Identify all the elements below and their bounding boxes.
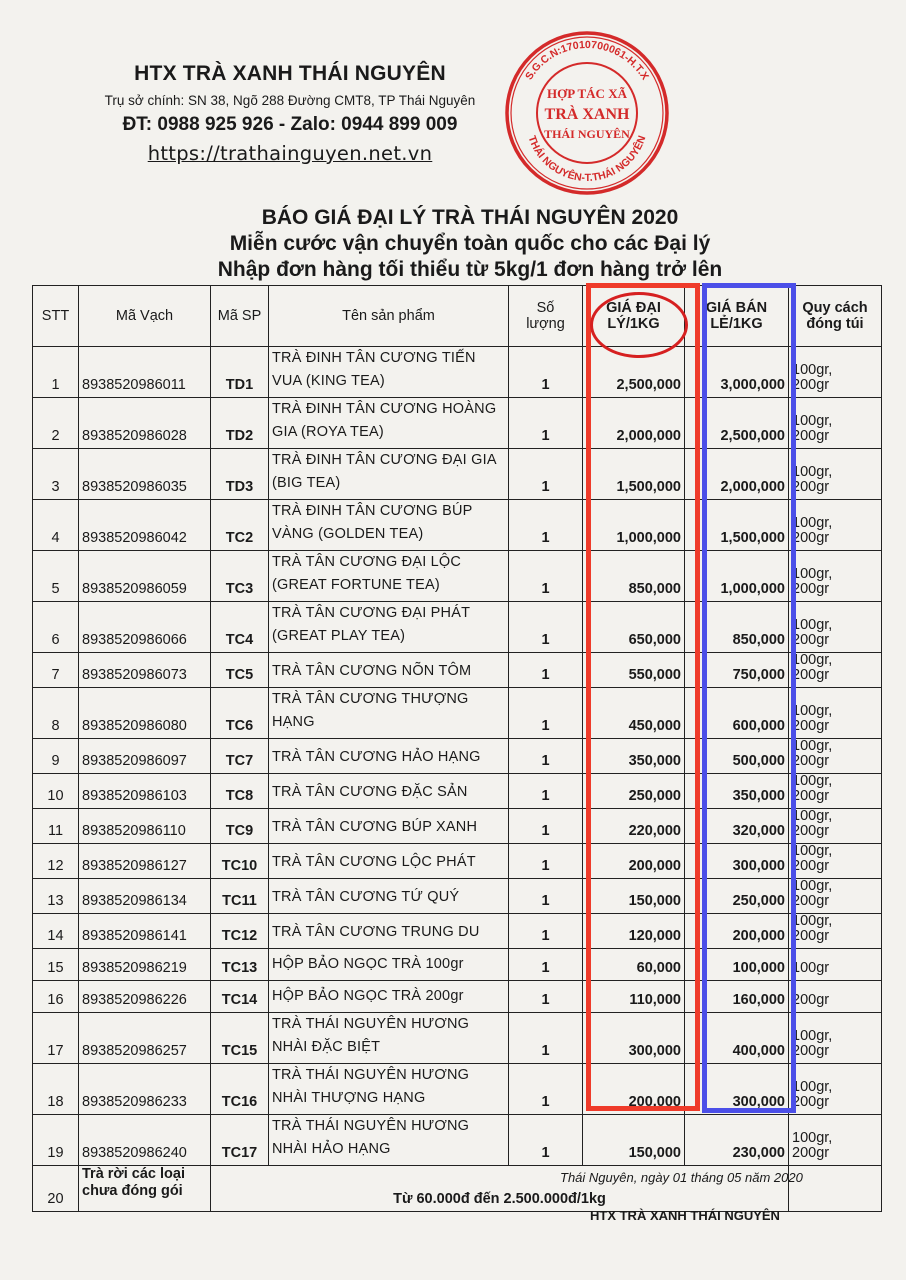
row-barcode: 8938520986097 xyxy=(79,739,211,774)
row-code: TC15 xyxy=(211,1013,269,1064)
row-name: TRÀ TÂN CƯƠNG ĐẶC SẢN xyxy=(269,774,509,809)
row-barcode: 8938520986066 xyxy=(79,602,211,653)
row-stt: 16 xyxy=(33,981,79,1013)
row-retail-price: 850,000 xyxy=(685,602,789,653)
row-code: TC17 xyxy=(211,1115,269,1166)
row-barcode: 8938520986059 xyxy=(79,551,211,602)
row-retail-price: 200,000 xyxy=(685,914,789,949)
row-stt: 17 xyxy=(33,1013,79,1064)
row-stt: 3 xyxy=(33,449,79,500)
row-agent-price: 350,000 xyxy=(583,739,685,774)
row-qty: 1 xyxy=(509,739,583,774)
row-name: HỘP BẢO NGỌC TRÀ 100gr xyxy=(269,949,509,981)
row-agent-price: 850,000 xyxy=(583,551,685,602)
row-agent-price: 450,000 xyxy=(583,688,685,739)
row-retail-price: 500,000 xyxy=(685,739,789,774)
row-packaging: 100gr xyxy=(789,949,882,981)
row-retail-price: 100,000 xyxy=(685,949,789,981)
row-name: TRÀ TÂN CƯƠNG NÕN TÔM xyxy=(269,653,509,688)
row-packaging: 100gr, 200gr xyxy=(789,879,882,914)
row-code: TD1 xyxy=(211,347,269,398)
row-agent-price: 250,000 xyxy=(583,774,685,809)
row-agent-price: 2,500,000 xyxy=(583,347,685,398)
row-packaging: 100gr, 200gr xyxy=(789,551,882,602)
row-stt: 11 xyxy=(33,809,79,844)
row-retail-price: 350,000 xyxy=(685,774,789,809)
row-packaging: 100gr, 200gr xyxy=(789,500,882,551)
row-name: TRÀ THÁI NGUYÊN HƯƠNG NHÀI THƯỢNG HẠNG xyxy=(269,1064,509,1115)
row-barcode: 8938520986042 xyxy=(79,500,211,551)
row-qty: 1 xyxy=(509,981,583,1013)
document-note: Nhập đơn hàng tối thiểu từ 5kg/1 đơn hàng trở lên xyxy=(217,258,723,281)
row-qty: 1 xyxy=(509,602,583,653)
row-retail-price: 300,000 xyxy=(685,1064,789,1115)
bulk-description: Trà rời các loại chưa đóng gói xyxy=(79,1166,211,1212)
row-stt: 8 xyxy=(33,688,79,739)
row-name: TRÀ TÂN CƯƠNG BÚP XANH xyxy=(269,809,509,844)
row-stt: 19 xyxy=(33,1115,79,1166)
row-qty: 1 xyxy=(509,551,583,602)
svg-text:THÁI NGUYÊN-T.THÁI NGUYÊN: THÁI NGUYÊN-T.THÁI NGUYÊN xyxy=(525,134,649,184)
row-qty: 1 xyxy=(509,688,583,739)
row-packaging: 200gr xyxy=(789,981,882,1013)
row-barcode: 8938520986028 xyxy=(79,398,211,449)
row-retail-price: 2,500,000 xyxy=(685,398,789,449)
row-name: TRÀ TÂN CƯƠNG LỘC PHÁT xyxy=(269,844,509,879)
row-barcode: 8938520986073 xyxy=(79,653,211,688)
row-name: TRÀ TÂN CƯƠNG HẢO HẠNG xyxy=(269,739,509,774)
row-stt: 14 xyxy=(33,914,79,949)
row-stt: 12 xyxy=(33,844,79,879)
row-packaging: 100gr, 200gr xyxy=(789,844,882,879)
row-agent-price: 120,000 xyxy=(583,914,685,949)
row-stt: 10 xyxy=(33,774,79,809)
row-qty: 1 xyxy=(509,949,583,981)
row-retail-price: 3,000,000 xyxy=(685,347,789,398)
row-qty: 1 xyxy=(509,398,583,449)
row-code: TC13 xyxy=(211,949,269,981)
row-name: TRÀ ĐINH TÂN CƯƠNG TIẾN VUA (KING TEA) xyxy=(269,347,509,398)
row-packaging: 100gr, 200gr xyxy=(789,688,882,739)
row-name: TRÀ TÂN CƯƠNG TỨ QUÝ xyxy=(269,879,509,914)
header-agent-price: GIÁ ĐẠI LÝ/1KG xyxy=(583,286,685,347)
row-name: TRÀ THÁI NGUYÊN HƯƠNG NHÀI ĐẶC BIỆT xyxy=(269,1013,509,1064)
row-qty: 1 xyxy=(509,1115,583,1166)
document-titles xyxy=(120,206,820,282)
company-name: HTX TRÀ XANH THÁI NGUYÊN xyxy=(134,62,446,85)
row-barcode: 8938520986233 xyxy=(79,1064,211,1115)
row-agent-price: 300,000 xyxy=(583,1013,685,1064)
row-retail-price: 300,000 xyxy=(685,844,789,879)
row-barcode: 8938520986240 xyxy=(79,1115,211,1166)
row-code: TD3 xyxy=(211,449,269,500)
retail-price-highlight-box xyxy=(702,283,796,1113)
row-code: TC8 xyxy=(211,774,269,809)
company-seal-stamp xyxy=(502,28,672,198)
row-agent-price: 200,000 xyxy=(583,844,685,879)
row-code: TC12 xyxy=(211,914,269,949)
row-packaging: 100gr, 200gr xyxy=(789,398,882,449)
row-qty: 1 xyxy=(509,347,583,398)
row-qty: 1 xyxy=(509,500,583,551)
row-code: TC2 xyxy=(211,500,269,551)
row-qty: 1 xyxy=(509,653,583,688)
row-retail-price: 1,500,000 xyxy=(685,500,789,551)
row-name: TRÀ TÂN CƯƠNG TRUNG DU xyxy=(269,914,509,949)
svg-text:THÁI NGUYÊN: THÁI NGUYÊN xyxy=(544,127,630,141)
row-stt: 13 xyxy=(33,879,79,914)
row-qty: 1 xyxy=(509,809,583,844)
row-barcode: 8938520986257 xyxy=(79,1013,211,1064)
row-qty: 1 xyxy=(509,879,583,914)
row-retail-price: 600,000 xyxy=(685,688,789,739)
row-agent-price: 550,000 xyxy=(583,653,685,688)
bulk-price-note: Từ 60.000đ đến 2.500.000đ/1kg xyxy=(211,1166,789,1212)
row-retail-price: 250,000 xyxy=(685,879,789,914)
row-qty: 1 xyxy=(509,1064,583,1115)
row-stt: 5 xyxy=(33,551,79,602)
row-agent-price: 220,000 xyxy=(583,809,685,844)
row-packaging: 100gr, 200gr xyxy=(789,1115,882,1166)
header-code: Mã SP xyxy=(211,286,269,347)
row-barcode: 8938520986080 xyxy=(79,688,211,739)
row-packaging: 100gr, 200gr xyxy=(789,809,882,844)
row-qty: 1 xyxy=(509,914,583,949)
row-stt: 4 xyxy=(33,500,79,551)
row-agent-price: 60,000 xyxy=(583,949,685,981)
row-barcode: 8938520986035 xyxy=(79,449,211,500)
row-agent-price: 150,000 xyxy=(583,1115,685,1166)
header-retail-price: GIÁ BÁN LẺ/1KG xyxy=(685,286,789,347)
row-stt: 1 xyxy=(33,347,79,398)
row-stt: 2 xyxy=(33,398,79,449)
header-packaging: Quy cách đóng túi xyxy=(789,286,882,347)
row-retail-price: 750,000 xyxy=(685,653,789,688)
row-retail-price: 2,000,000 xyxy=(685,449,789,500)
row-name: TRÀ ĐINH TÂN CƯƠNG ĐẠI GIA (BIG TEA) xyxy=(269,449,509,500)
row-qty: 1 xyxy=(509,774,583,809)
row-qty: 1 xyxy=(509,449,583,500)
header-name: Tên sản phẩm xyxy=(269,286,509,347)
header-stt: STT xyxy=(33,286,79,347)
agent-price-header-circle xyxy=(590,292,688,358)
svg-text:TRÀ XANH: TRÀ XANH xyxy=(544,106,630,123)
table-row xyxy=(33,1115,882,1166)
row-name: TRÀ ĐINH TÂN CƯƠNG BÚP VÀNG (GOLDEN TEA) xyxy=(269,500,509,551)
row-barcode: 8938520986110 xyxy=(79,809,211,844)
row-name: TRÀ TÂN CƯƠNG ĐẠI LỘC (GREAT FORTUNE TEA) xyxy=(269,551,509,602)
row-qty: 1 xyxy=(509,844,583,879)
document-subtitle: Miễn cước vận chuyển toàn quốc cho các Đại lý xyxy=(229,232,711,255)
row-packaging: 100gr, 200gr xyxy=(789,347,882,398)
row-packaging: 100gr, 200gr xyxy=(789,602,882,653)
row-code: TC4 xyxy=(211,602,269,653)
row-code: TC5 xyxy=(211,653,269,688)
row-stt: 15 xyxy=(33,949,79,981)
row-name: TRÀ TÂN CƯƠNG ĐẠI PHÁT (GREAT PLAY TEA) xyxy=(269,602,509,653)
row-code: TC6 xyxy=(211,688,269,739)
header-barcode: Mã Vạch xyxy=(79,286,211,347)
row-code: TC9 xyxy=(211,809,269,844)
row-retail-price: 160,000 xyxy=(685,981,789,1013)
row-agent-price: 2,000,000 xyxy=(583,398,685,449)
row-barcode: 8938520986226 xyxy=(79,981,211,1013)
row-stt: 20 xyxy=(33,1166,79,1212)
svg-text:HỢP TÁC XÃ: HỢP TÁC XÃ xyxy=(547,86,627,101)
row-stt: 18 xyxy=(33,1064,79,1115)
row-packaging: 100gr, 200gr xyxy=(789,914,882,949)
company-address: Trụ sở chính: SN 38, Ngõ 288 Đường CMT8, TP Thái Nguyên xyxy=(104,93,476,108)
row-code: TC16 xyxy=(211,1064,269,1115)
row-packaging: 100gr, 200gr xyxy=(789,449,882,500)
header-qty: Số lượng xyxy=(509,286,583,347)
row-code: TC7 xyxy=(211,739,269,774)
row-agent-price: 200,000 xyxy=(583,1064,685,1115)
row-agent-price: 150,000 xyxy=(583,879,685,914)
row-barcode: 8938520986011 xyxy=(79,347,211,398)
row-barcode: 8938520986127 xyxy=(79,844,211,879)
row-packaging: 100gr, 200gr xyxy=(789,653,882,688)
row-stt: 9 xyxy=(33,739,79,774)
row-barcode: 8938520986219 xyxy=(79,949,211,981)
row-name: TRÀ TÂN CƯƠNG THƯỢNG HẠNG xyxy=(269,688,509,739)
row-agent-price: 1,500,000 xyxy=(583,449,685,500)
row-agent-price: 650,000 xyxy=(583,602,685,653)
row-name: HỘP BẢO NGỌC TRÀ 200gr xyxy=(269,981,509,1013)
row-code: TC3 xyxy=(211,551,269,602)
row-code: TC11 xyxy=(211,879,269,914)
document-signature: HTX TRÀ XANH THÁI NGUYÊN xyxy=(590,1208,780,1223)
row-qty: 1 xyxy=(509,1013,583,1064)
row-packaging: 100gr, 200gr xyxy=(789,1013,882,1064)
row-retail-price: 400,000 xyxy=(685,1013,789,1064)
row-retail-price: 230,000 xyxy=(685,1115,789,1166)
row-barcode: 8938520986141 xyxy=(79,914,211,949)
row-code: TC10 xyxy=(211,844,269,879)
row-retail-price: 320,000 xyxy=(685,809,789,844)
document-title: BÁO GIÁ ĐẠI LÝ TRÀ THÁI NGUYÊN 2020 xyxy=(261,206,679,229)
row-packaging: 100gr, 200gr xyxy=(789,739,882,774)
row-packaging: 100gr, 200gr xyxy=(789,1064,882,1115)
svg-text:S.G.C.N:17010700061-H.T.X: S.G.C.N:17010700061-H.T.X xyxy=(523,38,651,83)
row-retail-price: 1,000,000 xyxy=(685,551,789,602)
row-code: TD2 xyxy=(211,398,269,449)
row-stt: 7 xyxy=(33,653,79,688)
row-agent-price: 1,000,000 xyxy=(583,500,685,551)
row-stt: 6 xyxy=(33,602,79,653)
company-contact: ĐT: 0988 925 926 - Zalo: 0944 899 009 xyxy=(122,114,458,135)
row-name: TRÀ THÁI NGUYÊN HƯƠNG NHÀI HẢO HẠNG xyxy=(269,1115,509,1166)
agent-price-highlight-box xyxy=(586,283,700,1111)
row-barcode: 8938520986103 xyxy=(79,774,211,809)
row-barcode: 8938520986134 xyxy=(79,879,211,914)
company-website: https://trathainguyen.net.vn xyxy=(147,142,433,165)
row-agent-price: 110,000 xyxy=(583,981,685,1013)
document-header xyxy=(80,62,500,165)
row-name: TRÀ ĐINH TÂN CƯƠNG HOÀNG GIA (ROYA TEA) xyxy=(269,398,509,449)
row-packaging: 100gr, 200gr xyxy=(789,774,882,809)
row-code: TC14 xyxy=(211,981,269,1013)
document-date: Thái Nguyên, ngày 01 tháng 05 năm 2020 xyxy=(560,1170,803,1185)
